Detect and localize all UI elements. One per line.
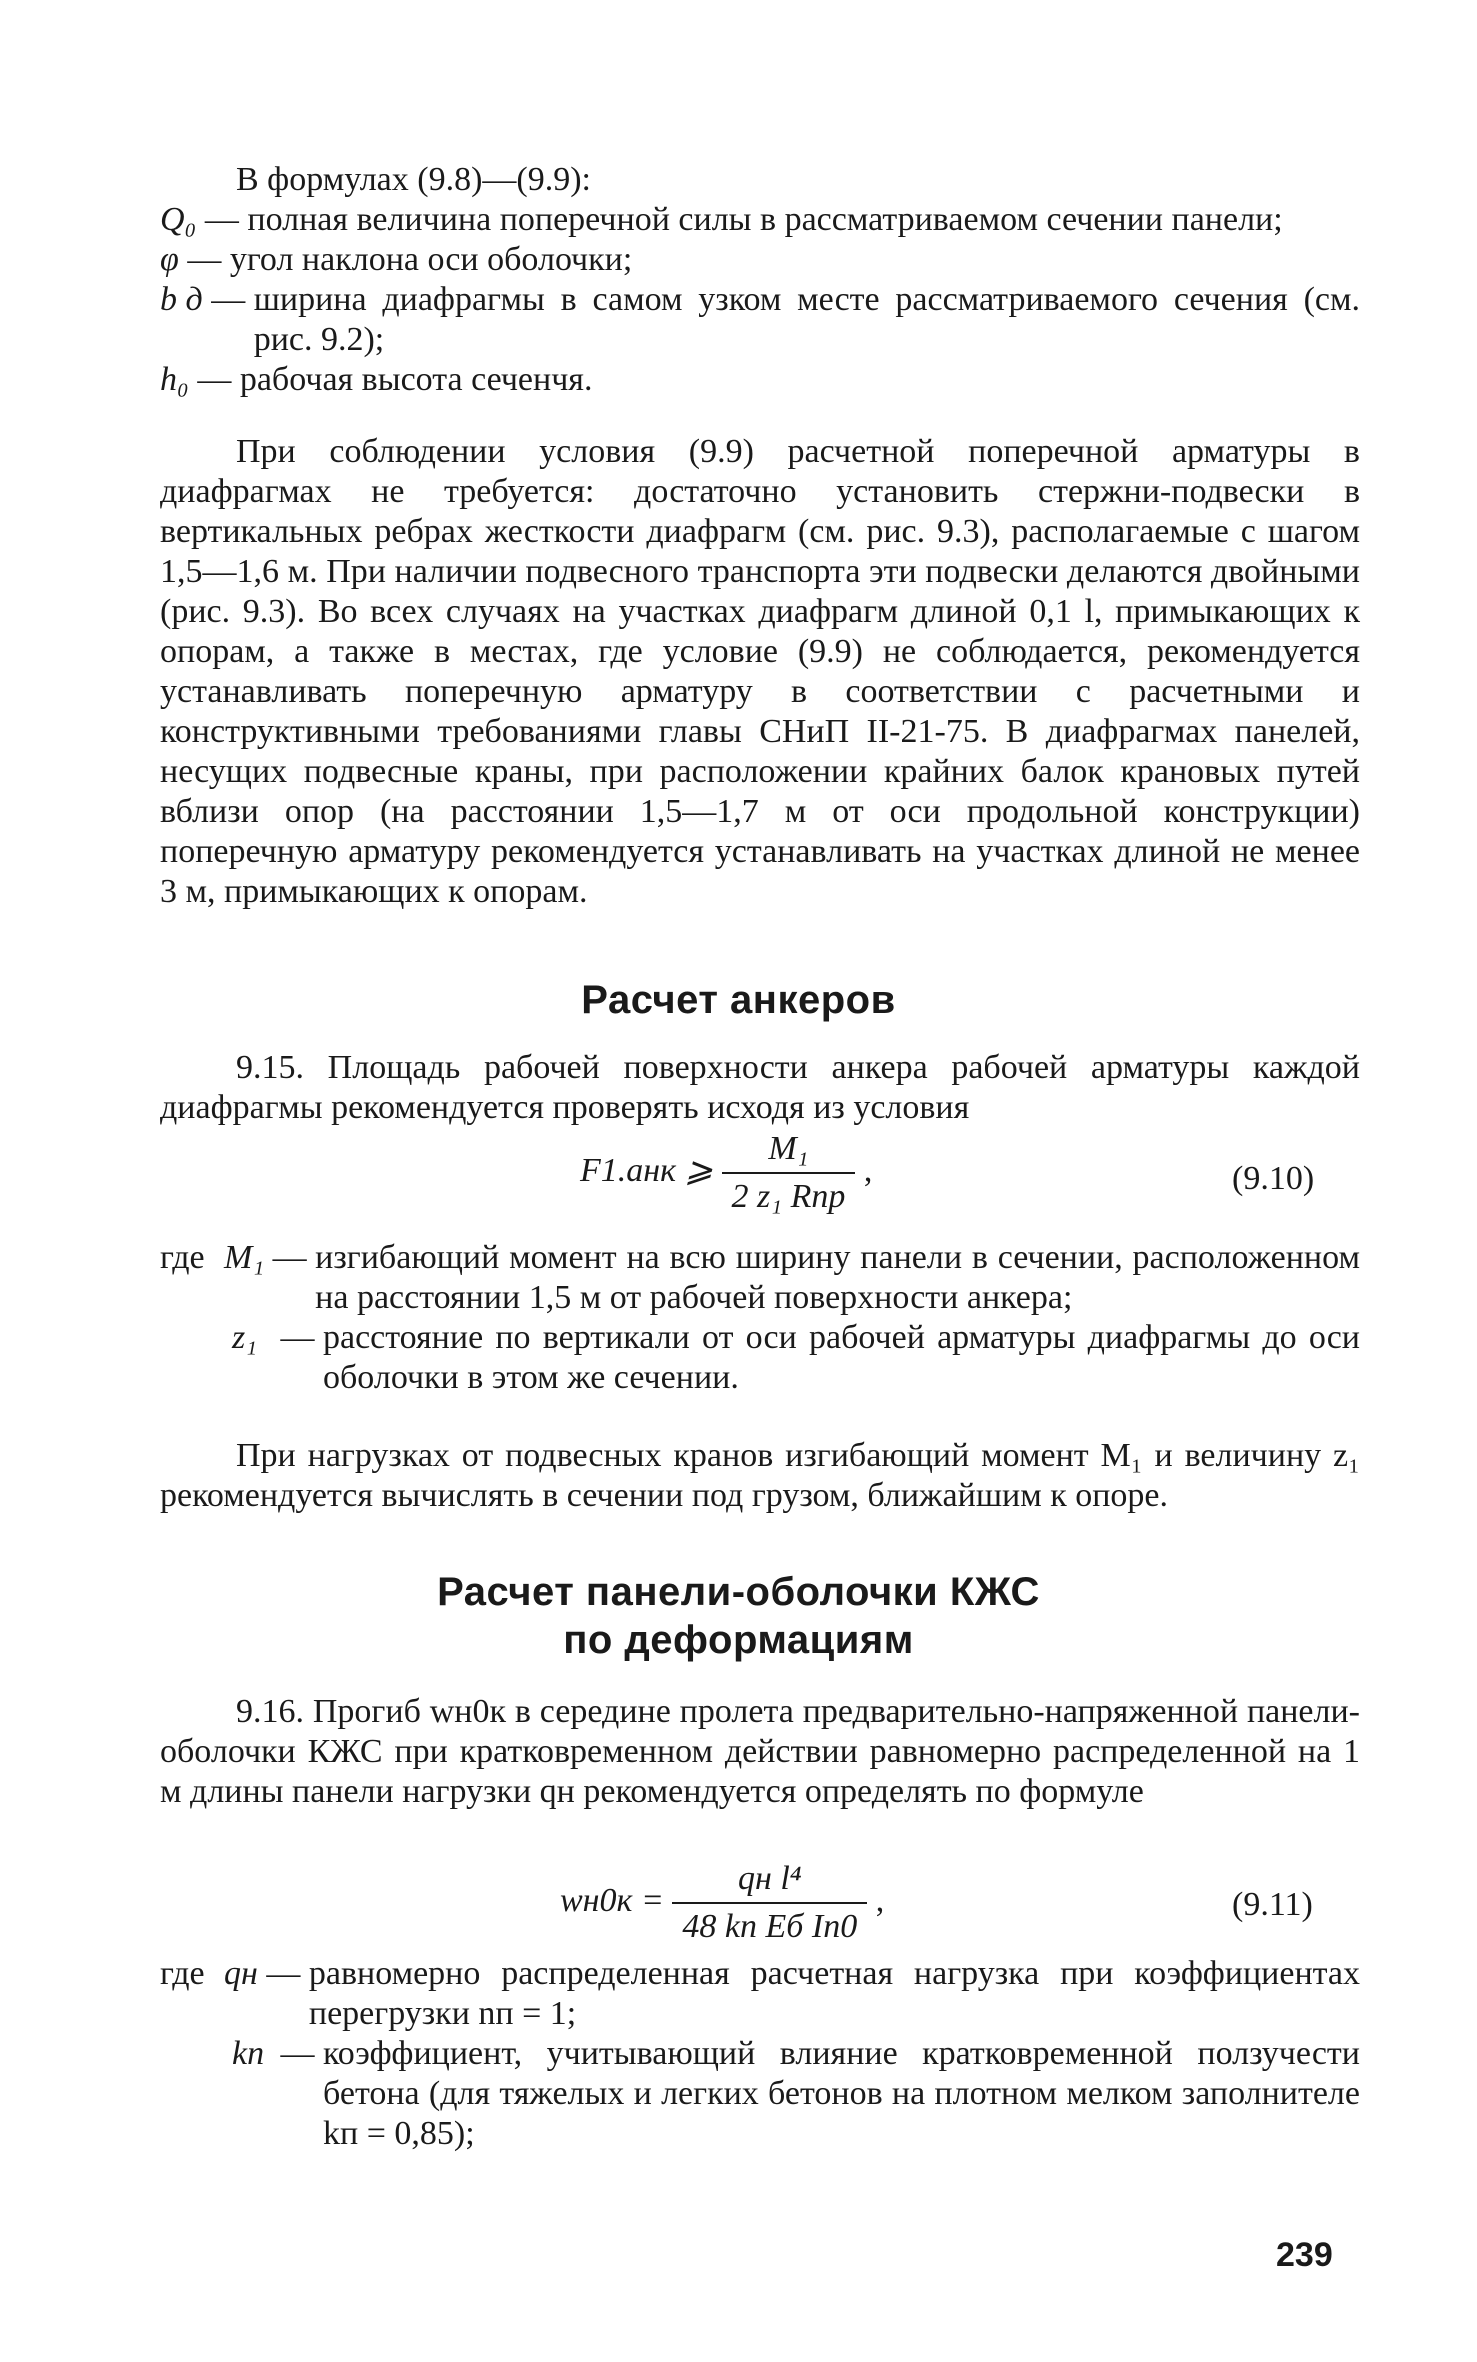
definition-row: φ — угол наклона оси оболочки; [160,240,1360,280]
formula-fraction [672,1860,867,1946]
intro-paragraph: При соблюдении условия (9.9) расчетной поперечной арматуры в диафрагмах не требуется: достаточно установить стержни-подвески в вертикальных ребрах жесткости диафрагм (см. рис. 9.3), располагаемые с шагом 1,5—1,6 м. При наличии подвесного транспорта эти подвески делаются двойными (рис. 9.3). Во всех случаях на участках диафрагм длиной 0,1 l, примыкающих к опорам, а также в местах, где условие (9.9) не соблюдается, рекомендуется устанавливать поперечную арматуру в соответствии с расчетными и конструктивными требованиями главы СНиП II-21-75. В диафрагмах панелей, несущих подвесные краны, при расположении крайних балок крановых путей вблизи опор (на расстоянии 1,5—1,7 м от оси продольной конструкции) поперечную арматуру рекомендуется устанавливать на участках длиной не менее 3 м, примыкающих к опорам. [160,433,1360,910]
section-heading-deformations: Расчет панели-оболочки КЖС по деформациям [437,1570,1040,1662]
definition-symbol: b д [160,281,203,318]
definition-symbol: z₁ [232,1319,258,1356]
definition-text: угол наклона оси оболочки; [229,241,633,278]
equation-number: (9.10) [1232,1160,1315,1197]
formula-lhs: F1.анк ⩾ [580,1151,714,1189]
definition-text: расстояние по вертикали от оси рабочей арматуры диафрагмы до оси оболочки в этом же сечении. [323,1319,1360,1396]
definition-symbol: M₁ [224,1239,265,1276]
definition-symbol: Q₀ [160,201,197,238]
definition-text: равномерно распределенная расчетная нагрузка при коэффициентах перегрузки nп = 1; [308,1955,1360,2032]
formula-denominator: 48 kп Eб Iп0 [672,1902,867,1946]
definition-symbol: kп [232,2035,265,2072]
definition-row: где M₁ — изгибающий момент на всю ширину панели в сечении, расположенном на расстоянии 1,5 м от рабочей поверхности анкера; [160,1239,1360,1316]
definition-row: kп — коэффициент, учитывающий влияние кратковременной ползучести бетона (для тяжелых и легких бетонов на плотном мелком заполнителе kп = 0,85); [232,2035,1360,2152]
definition-text: изгибающий момент на всю ширину панели в сечении, расположенном на расстоянии 1,5 м от рабочей поверхности анкера; [315,1239,1360,1316]
definition-symbol: φ [160,241,179,278]
formula-denominator: 2 z₁ Rпр [722,1172,856,1216]
definition-symbol: qн [224,1955,258,1992]
section1-definitions [160,1238,1360,1398]
section2-paragraph: 9.16. Прогиб wн0к в середине пролета предварительно-напряженной панели-оболочки КЖС при кратковременном действии равномерно распределенной на 1 м длины панели нагрузки qн рекомендуется определять по формуле [160,1693,1360,1810]
definition-row: h₀ — рабочая высота сеченчя. [160,360,1360,400]
section2-definitions [160,1954,1360,2154]
page-number: 239 [1276,2236,1333,2274]
definition-row: где qн — равномерно распределенная расчетная нагрузка при коэффициентах перегрузки nп = 1; [160,1955,1360,2032]
section1-paragraph: 9.15. Площадь рабочей поверхности анкера рабочей арматуры каждой диафрагмы рекомендуется проверять исходя из условия [160,1049,1360,1126]
section1-paragraph-2: При нагрузках от подвесных кранов изгибающий момент M₁ и величину z₁ рекомендуется вычислять в сечении под грузом, ближайшим к опоре. [160,1437,1360,1514]
definition-row: b д — ширина диафрагмы в самом узком месте рассматриваемого сечения (см. рис. 9.2); [160,281,1360,358]
formula-lhs: wн0к = [560,1881,664,1919]
definition-text: рабочая высота сеченчя. [239,361,593,398]
equation-number: (9.11) [1232,1886,1313,1923]
definition-text: ширина диафрагмы в самом узком месте рассматриваемого сечения (см. рис. 9.2); [253,281,1360,358]
formula-fraction [722,1130,856,1216]
definition-symbol: h₀ [160,361,189,398]
formula-numerator: M₁ [768,1130,809,1167]
section-heading-anchors: Расчет анкеров [581,978,896,1022]
definition-row: z₁ — расстояние по вертикали от оси рабочей арматуры диафрагмы до оси оболочки в этом же сечении. [232,1319,1360,1396]
definition-text: полная величина поперечной силы в рассматриваемом сечении панели; [247,201,1283,238]
intro-lead: В формулах (9.8)—(9.9): [236,161,592,198]
intro-definitions [160,200,1360,400]
definition-row: Q₀ — полная величина поперечной силы в рассматриваемом сечении панели; [160,200,1360,240]
where-label: где [160,1955,205,1992]
formula-numerator: qн l⁴ [737,1860,802,1897]
formula-9-11: wн0к = $\frac{\text{qн l⁴}}{\text{48 kп Eб Iп0}}$ , [560,1860,885,1945]
definition-text: коэффициент, учитывающий влияние кратковременной ползучести бетона (для тяжелых и легких бетонов на плотном мелком заполнителе kп = 0,85); [323,2035,1360,2152]
where-label: где [160,1239,205,1276]
formula-9-10: F1.анк ⩾ $\frac{\text{M₁}}{\text{2 z₁ Rпр}}$ , [580,1130,873,1215]
